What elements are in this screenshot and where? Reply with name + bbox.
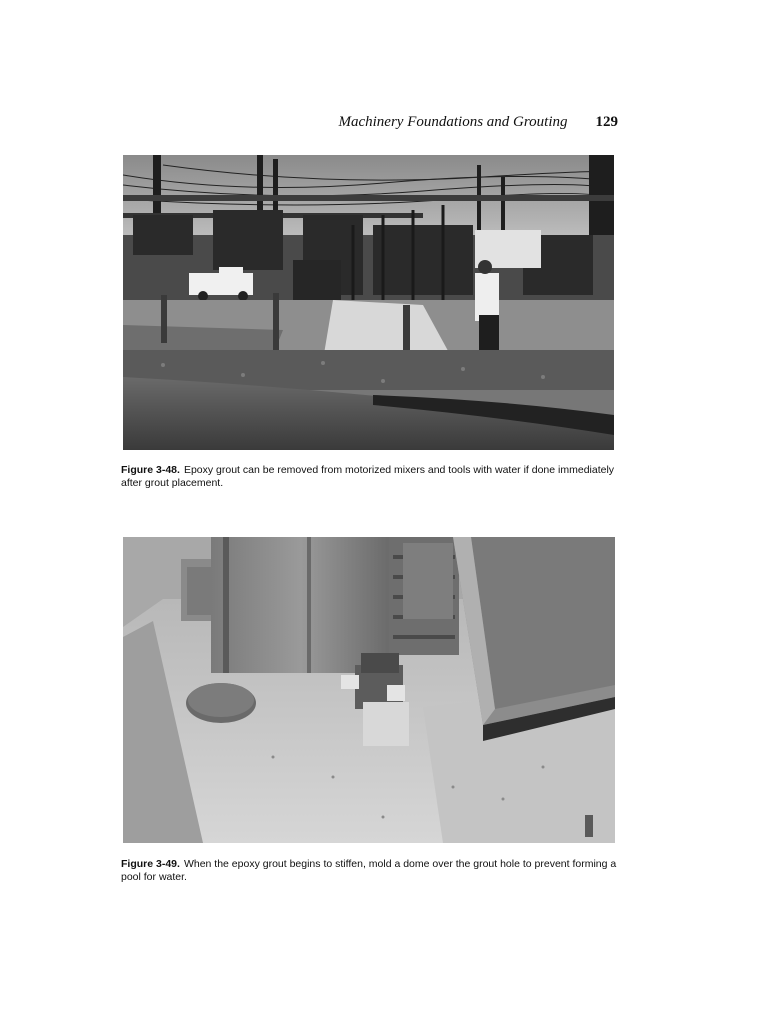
- figure-3-48-text: Epoxy grout can be removed from motorized mixers and tools with water if done immediately after grout placement.: [121, 464, 615, 489]
- figure-3-49-caption: [121, 858, 617, 884]
- running-head: [300, 114, 618, 136]
- running-title: Machinery Foundations and Grouting: [338, 114, 568, 130]
- figure-3-49-label: Figure 3-49.: [121, 858, 180, 870]
- figure-3-49-photo: [123, 537, 615, 843]
- figure-3-48-label: Figure 3-48.: [121, 464, 180, 476]
- figure-3-48-photo: [123, 155, 614, 450]
- figure-3-49-text: When the epoxy grout begins to stiffen, mold a dome over the grout hole to prevent forming a pool for water.: [121, 858, 617, 883]
- page-number: 129: [595, 114, 618, 130]
- figure-3-48-caption: [121, 464, 617, 490]
